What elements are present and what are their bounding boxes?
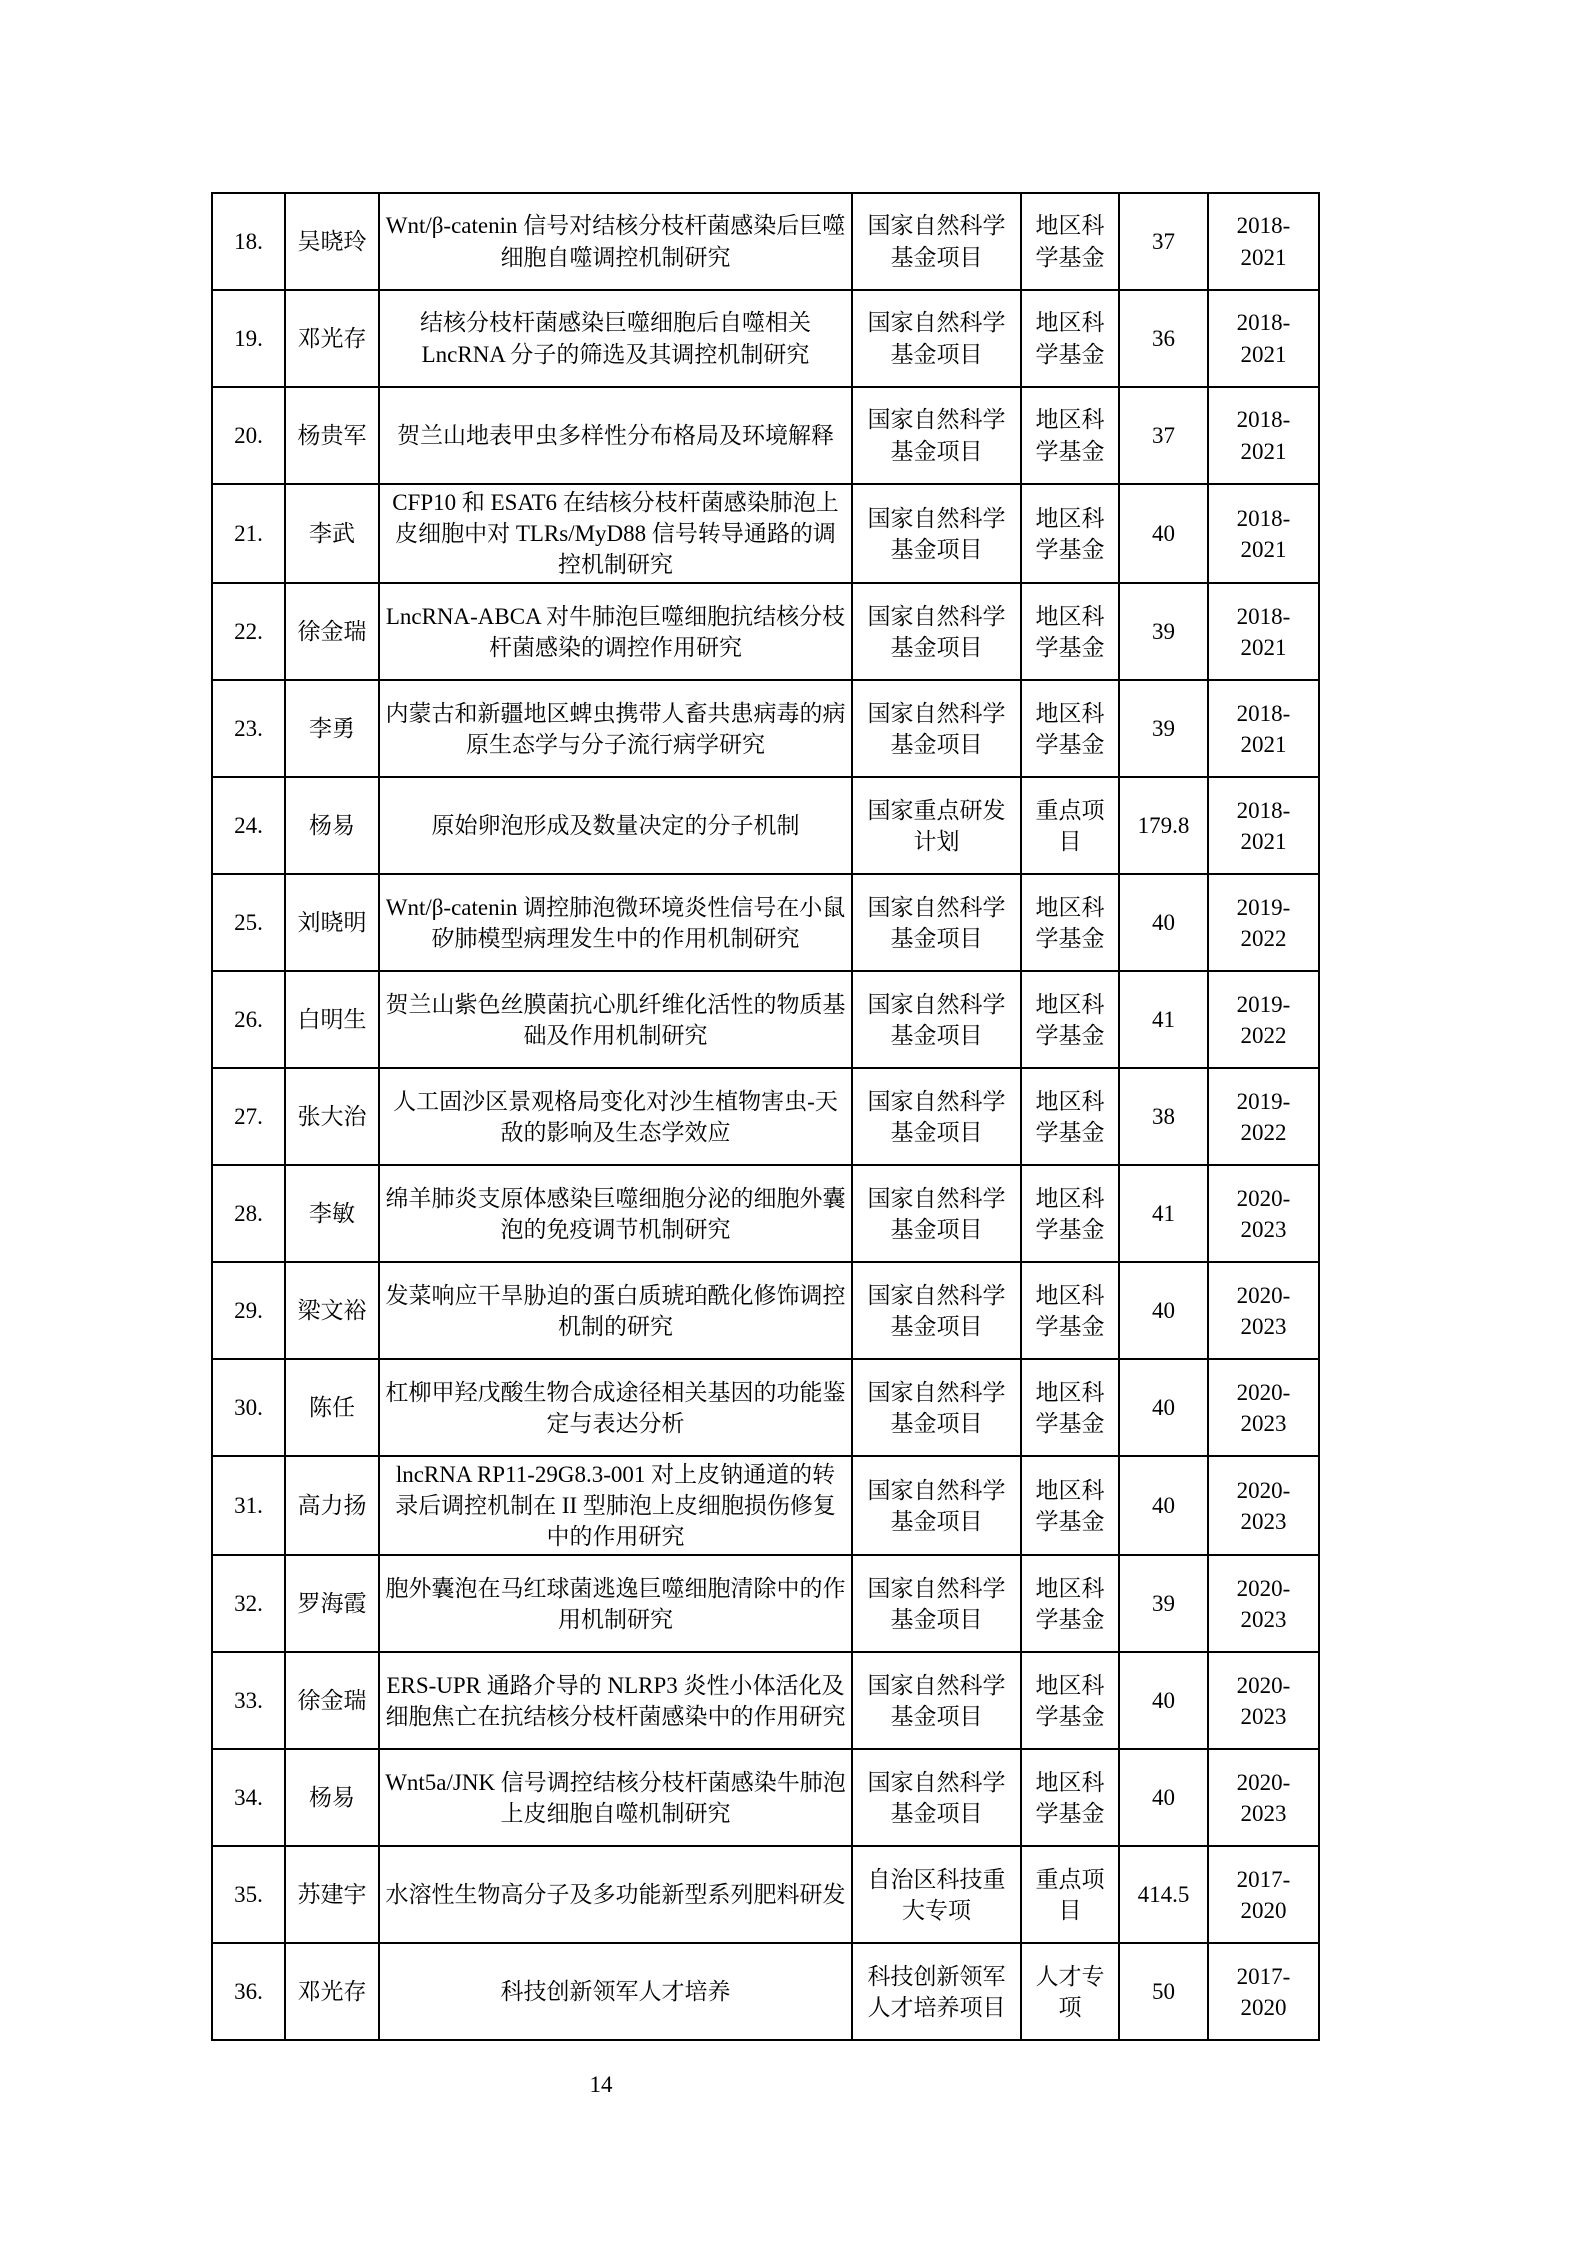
cell-amount: 37 <box>1119 193 1208 290</box>
cell-year-range: 2019-2022 <box>1208 874 1319 971</box>
cell-project-title: 原始卵泡形成及数量决定的分子机制 <box>379 777 852 874</box>
cell-fund-category: 重点项目 <box>1021 1846 1119 1943</box>
cell-person-name: 苏建宇 <box>285 1846 379 1943</box>
cell-year-range: 2018-2021 <box>1208 193 1319 290</box>
cell-year-range: 2018-2021 <box>1208 680 1319 777</box>
cell-project-title: 科技创新领军人才培养 <box>379 1943 852 2040</box>
cell-project-title: Wnt/β-catenin 调控肺泡微环境炎性信号在小鼠矽肺模型病理发生中的作用机制研究 <box>379 874 852 971</box>
cell-row-number: 27. <box>212 1068 285 1165</box>
cell-program-type: 国家重点研发计划 <box>852 777 1021 874</box>
cell-fund-category: 地区科学基金 <box>1021 1456 1119 1555</box>
cell-program-type: 国家自然科学基金项目 <box>852 680 1021 777</box>
cell-amount: 40 <box>1119 1652 1208 1749</box>
table-row <box>212 874 1319 971</box>
cell-amount: 41 <box>1119 1165 1208 1262</box>
cell-person-name: 李武 <box>285 484 379 583</box>
cell-row-number: 29. <box>212 1262 285 1359</box>
cell-row-number: 19. <box>212 290 285 387</box>
cell-year-range: 2017-2020 <box>1208 1943 1319 2040</box>
cell-project-title: 绵羊肺炎支原体感染巨噬细胞分泌的细胞外囊泡的免疫调节机制研究 <box>379 1165 852 1262</box>
cell-year-range: 2020-2023 <box>1208 1456 1319 1555</box>
cell-program-type: 国家自然科学基金项目 <box>852 1456 1021 1555</box>
cell-row-number: 33. <box>212 1652 285 1749</box>
cell-program-type: 国家自然科学基金项目 <box>852 1359 1021 1456</box>
table-row <box>212 680 1319 777</box>
cell-program-type: 国家自然科学基金项目 <box>852 583 1021 680</box>
cell-fund-category: 地区科学基金 <box>1021 1749 1119 1846</box>
cell-row-number: 22. <box>212 583 285 680</box>
cell-year-range: 2020-2023 <box>1208 1262 1319 1359</box>
cell-year-range: 2019-2022 <box>1208 1068 1319 1165</box>
cell-amount: 39 <box>1119 1555 1208 1652</box>
cell-year-range: 2018-2021 <box>1208 777 1319 874</box>
cell-program-type: 国家自然科学基金项目 <box>852 1555 1021 1652</box>
cell-year-range: 2017-2020 <box>1208 1846 1319 1943</box>
cell-person-name: 杨易 <box>285 1749 379 1846</box>
cell-project-title: lncRNA RP11-29G8.3-001 对上皮钠通道的转录后调控机制在 II 型肺泡上皮细胞损伤修复中的作用研究 <box>379 1456 852 1555</box>
table-row <box>212 1943 1319 2040</box>
cell-amount: 50 <box>1119 1943 1208 2040</box>
cell-project-title: 结核分枝杆菌感染巨噬细胞后自噬相关 LncRNA 分子的筛选及其调控机制研究 <box>379 290 852 387</box>
cell-amount: 40 <box>1119 1262 1208 1359</box>
table-row <box>212 387 1319 484</box>
table-row <box>212 290 1319 387</box>
cell-program-type: 国家自然科学基金项目 <box>852 971 1021 1068</box>
page-number: 14 <box>589 2072 613 2097</box>
cell-program-type: 国家自然科学基金项目 <box>852 290 1021 387</box>
table-row <box>212 777 1319 874</box>
cell-row-number: 36. <box>212 1943 285 2040</box>
cell-project-title: Wnt/β-catenin 信号对结核分枝杆菌感染后巨噬细胞自噬调控机制研究 <box>379 193 852 290</box>
cell-fund-category: 地区科学基金 <box>1021 1359 1119 1456</box>
cell-year-range: 2020-2023 <box>1208 1165 1319 1262</box>
cell-program-type: 国家自然科学基金项目 <box>852 1749 1021 1846</box>
cell-program-type: 国家自然科学基金项目 <box>852 1165 1021 1262</box>
cell-amount: 414.5 <box>1119 1846 1208 1943</box>
cell-person-name: 徐金瑞 <box>285 583 379 680</box>
cell-year-range: 2020-2023 <box>1208 1749 1319 1846</box>
cell-fund-category: 地区科学基金 <box>1021 387 1119 484</box>
cell-year-range: 2020-2023 <box>1208 1652 1319 1749</box>
cell-fund-category: 地区科学基金 <box>1021 680 1119 777</box>
cell-row-number: 23. <box>212 680 285 777</box>
table-row <box>212 1165 1319 1262</box>
cell-person-name: 罗海霞 <box>285 1555 379 1652</box>
cell-person-name: 李勇 <box>285 680 379 777</box>
cell-program-type: 国家自然科学基金项目 <box>852 874 1021 971</box>
cell-fund-category: 地区科学基金 <box>1021 290 1119 387</box>
projects-table <box>211 192 1320 2041</box>
cell-row-number: 21. <box>212 484 285 583</box>
cell-year-range: 2018-2021 <box>1208 290 1319 387</box>
cell-person-name: 陈任 <box>285 1359 379 1456</box>
cell-fund-category: 地区科学基金 <box>1021 1165 1119 1262</box>
table-row <box>212 971 1319 1068</box>
cell-year-range: 2018-2021 <box>1208 484 1319 583</box>
table-row <box>212 1555 1319 1652</box>
table-row <box>212 1456 1319 1555</box>
cell-person-name: 邓光存 <box>285 290 379 387</box>
cell-fund-category: 地区科学基金 <box>1021 193 1119 290</box>
table-row <box>212 1359 1319 1456</box>
cell-year-range: 2018-2021 <box>1208 387 1319 484</box>
cell-amount: 40 <box>1119 1749 1208 1846</box>
cell-program-type: 自治区科技重大专项 <box>852 1846 1021 1943</box>
cell-amount: 40 <box>1119 1456 1208 1555</box>
cell-person-name: 张大治 <box>285 1068 379 1165</box>
cell-person-name: 邓光存 <box>285 1943 379 2040</box>
cell-person-name: 杨贵军 <box>285 387 379 484</box>
cell-row-number: 25. <box>212 874 285 971</box>
cell-row-number: 32. <box>212 1555 285 1652</box>
cell-row-number: 30. <box>212 1359 285 1456</box>
cell-program-type: 国家自然科学基金项目 <box>852 484 1021 583</box>
cell-program-type: 国家自然科学基金项目 <box>852 387 1021 484</box>
cell-row-number: 26. <box>212 971 285 1068</box>
cell-project-title: Wnt5a/JNK 信号调控结核分枝杆菌感染牛肺泡上皮细胞自噬机制研究 <box>379 1749 852 1846</box>
cell-fund-category: 地区科学基金 <box>1021 1555 1119 1652</box>
cell-project-title: 水溶性生物高分子及多功能新型系列肥料研发 <box>379 1846 852 1943</box>
cell-fund-category: 地区科学基金 <box>1021 583 1119 680</box>
cell-person-name: 高力扬 <box>285 1456 379 1555</box>
cell-amount: 37 <box>1119 387 1208 484</box>
cell-project-title: CFP10 和 ESAT6 在结核分枝杆菌感染肺泡上皮细胞中对 TLRs/MyD88 信号转导通路的调控机制研究 <box>379 484 852 583</box>
cell-row-number: 24. <box>212 777 285 874</box>
cell-amount: 40 <box>1119 1359 1208 1456</box>
table-row <box>212 1262 1319 1359</box>
cell-amount: 39 <box>1119 680 1208 777</box>
cell-fund-category: 人才专项 <box>1021 1943 1119 2040</box>
cell-person-name: 徐金瑞 <box>285 1652 379 1749</box>
cell-fund-category: 地区科学基金 <box>1021 1068 1119 1165</box>
cell-project-title: 贺兰山地表甲虫多样性分布格局及环境解释 <box>379 387 852 484</box>
cell-amount: 40 <box>1119 484 1208 583</box>
cell-year-range: 2020-2023 <box>1208 1359 1319 1456</box>
cell-amount: 36 <box>1119 290 1208 387</box>
cell-amount: 38 <box>1119 1068 1208 1165</box>
cell-fund-category: 重点项目 <box>1021 777 1119 874</box>
table-row <box>212 1749 1319 1846</box>
cell-amount: 40 <box>1119 874 1208 971</box>
cell-person-name: 杨易 <box>285 777 379 874</box>
table-row <box>212 1068 1319 1165</box>
cell-project-title: 内蒙古和新疆地区蜱虫携带人畜共患病毒的病原生态学与分子流行病学研究 <box>379 680 852 777</box>
cell-fund-category: 地区科学基金 <box>1021 1652 1119 1749</box>
cell-row-number: 18. <box>212 193 285 290</box>
cell-year-range: 2020-2023 <box>1208 1555 1319 1652</box>
cell-program-type: 国家自然科学基金项目 <box>852 193 1021 290</box>
table-body <box>212 193 1319 2040</box>
cell-row-number: 28. <box>212 1165 285 1262</box>
table-row <box>212 1846 1319 1943</box>
cell-fund-category: 地区科学基金 <box>1021 874 1119 971</box>
cell-project-title: 贺兰山紫色丝膜菌抗心肌纤维化活性的物质基础及作用机制研究 <box>379 971 852 1068</box>
cell-project-title: 胞外囊泡在马红球菌逃逸巨噬细胞清除中的作用机制研究 <box>379 1555 852 1652</box>
cell-amount: 179.8 <box>1119 777 1208 874</box>
table-row <box>212 583 1319 680</box>
cell-row-number: 31. <box>212 1456 285 1555</box>
cell-program-type: 国家自然科学基金项目 <box>852 1262 1021 1359</box>
cell-program-type: 科技创新领军人才培养项目 <box>852 1943 1021 2040</box>
cell-year-range: 2019-2022 <box>1208 971 1319 1068</box>
cell-project-title: 人工固沙区景观格局变化对沙生植物害虫-天敌的影响及生态学效应 <box>379 1068 852 1165</box>
cell-person-name: 梁文裕 <box>285 1262 379 1359</box>
cell-amount: 41 <box>1119 971 1208 1068</box>
cell-person-name: 李敏 <box>285 1165 379 1262</box>
cell-person-name: 吴晓玲 <box>285 193 379 290</box>
cell-row-number: 20. <box>212 387 285 484</box>
cell-person-name: 刘晓明 <box>285 874 379 971</box>
cell-person-name: 白明生 <box>285 971 379 1068</box>
cell-row-number: 34. <box>212 1749 285 1846</box>
cell-project-title: LncRNA-ABCA 对牛肺泡巨噬细胞抗结核分枝杆菌感染的调控作用研究 <box>379 583 852 680</box>
cell-fund-category: 地区科学基金 <box>1021 484 1119 583</box>
cell-row-number: 35. <box>212 1846 285 1943</box>
cell-year-range: 2018-2021 <box>1208 583 1319 680</box>
table-row <box>212 193 1319 290</box>
cell-amount: 39 <box>1119 583 1208 680</box>
table-row <box>212 484 1319 583</box>
cell-fund-category: 地区科学基金 <box>1021 971 1119 1068</box>
cell-program-type: 国家自然科学基金项目 <box>852 1068 1021 1165</box>
cell-project-title: ERS-UPR 通路介导的 NLRP3 炎性小体活化及细胞焦亡在抗结核分枝杆菌感染中的作用研究 <box>379 1652 852 1749</box>
cell-fund-category: 地区科学基金 <box>1021 1262 1119 1359</box>
table-row <box>212 1652 1319 1749</box>
cell-project-title: 杠柳甲羟戊酸生物合成途径相关基因的功能鉴定与表达分析 <box>379 1359 852 1456</box>
cell-project-title: 发菜响应干旱胁迫的蛋白质琥珀酰化修饰调控机制的研究 <box>379 1262 852 1359</box>
cell-program-type: 国家自然科学基金项目 <box>852 1652 1021 1749</box>
